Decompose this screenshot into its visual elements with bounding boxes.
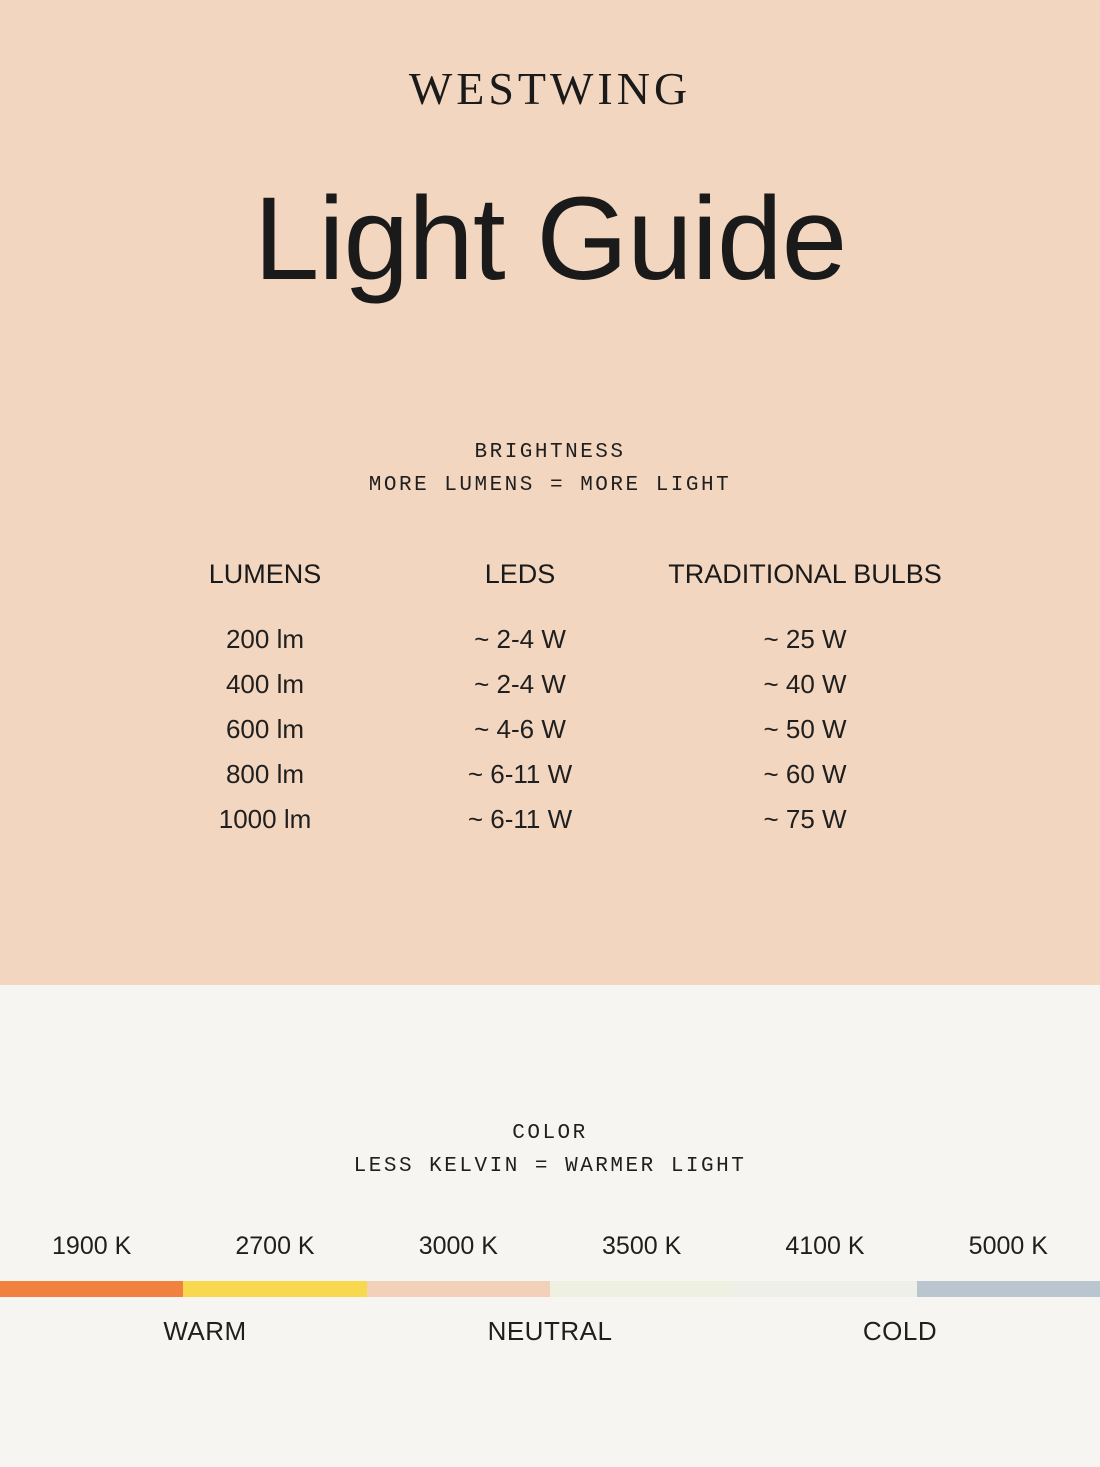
brightness-section-heading [0, 437, 1100, 502]
brand-wordmark: WESTWING [408, 63, 692, 114]
page-title: Light Guide [253, 173, 847, 305]
table-row [130, 617, 970, 662]
color-legend [0, 1316, 1100, 1356]
legend-neutral: NEUTRAL [487, 1316, 613, 1346]
cell-leds: ~ 2-4 W [474, 669, 566, 699]
table-row [130, 752, 970, 797]
cell-lumens: 200 lm [225, 624, 305, 654]
cell-bulbs: ~ 40 W [763, 669, 847, 699]
color-swatch-2700k [183, 1281, 366, 1297]
cell-lumens: 600 lm [225, 714, 305, 744]
color-swatch-5000k [917, 1281, 1100, 1297]
legend-warm: WARM [163, 1316, 247, 1346]
brightness-heading-text: BRIGHTNESS [474, 441, 626, 464]
color-subheading-text: LESS KELVIN = WARMER LIGHT [353, 1154, 747, 1178]
kelvin-label: 4100 K [785, 1232, 865, 1260]
color-swatch-1900k [0, 1281, 183, 1297]
column-header-leds: LEDS [484, 559, 556, 589]
kelvin-label: 3500 K [602, 1232, 682, 1260]
kelvin-label: 5000 K [968, 1232, 1048, 1260]
color-panel [0, 985, 1100, 1467]
cell-leds: ~ 4-6 W [474, 714, 566, 744]
kelvin-label: 1900 K [52, 1232, 132, 1260]
cell-bulbs: ~ 60 W [763, 759, 847, 789]
column-header-lumens: LUMENS [208, 559, 322, 589]
cell-lumens: 1000 lm [218, 804, 312, 834]
color-swatch-4100k [733, 1281, 916, 1297]
brightness-subheading-text: MORE LUMENS = MORE LIGHT [368, 473, 732, 497]
cell-leds: ~ 6-11 W [467, 804, 573, 834]
table-row [130, 707, 970, 752]
color-section-heading [0, 1118, 1100, 1183]
color-swatch-3500k [550, 1281, 733, 1297]
color-heading-text: COLOR [512, 1122, 588, 1145]
cell-bulbs: ~ 25 W [763, 624, 847, 654]
lumens-table [130, 552, 970, 842]
cell-leds: ~ 2-4 W [474, 624, 566, 654]
cell-bulbs: ~ 75 W [763, 804, 847, 834]
table-row [130, 797, 970, 842]
cell-leds: ~ 6-11 W [467, 759, 573, 789]
cell-lumens: 400 lm [225, 669, 305, 699]
cell-bulbs: ~ 50 W [763, 714, 847, 744]
legend-cold: COLD [862, 1316, 938, 1346]
table-row [130, 662, 970, 707]
cell-lumens: 800 lm [225, 759, 305, 789]
column-header-traditional-bulbs: TRADITIONAL BULBS [668, 559, 942, 589]
kelvin-label: 3000 K [418, 1232, 498, 1260]
kelvin-scale-labels [0, 1232, 1100, 1261]
table-header-row [130, 552, 970, 597]
color-temperature-bar [0, 1281, 1100, 1297]
kelvin-label: 2700 K [235, 1232, 315, 1260]
color-swatch-3000k [367, 1281, 550, 1297]
